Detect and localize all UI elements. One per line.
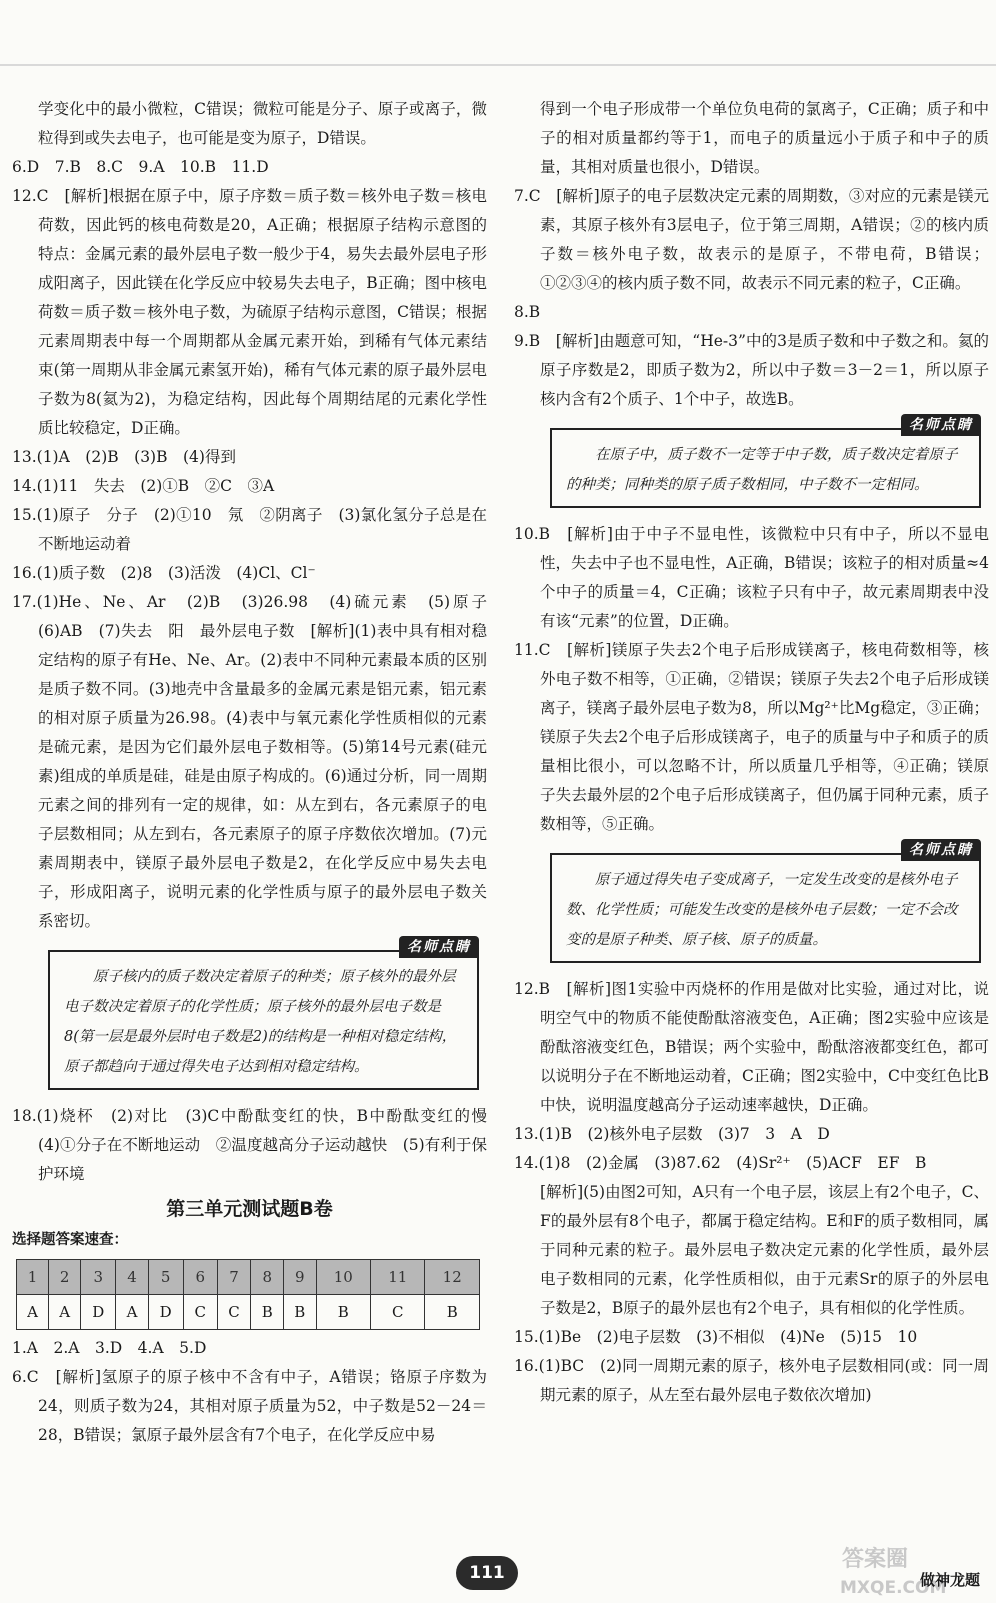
right-column	[514, 95, 989, 1410]
page-number: 111	[456, 1556, 518, 1590]
answer-item: 15.(1)Be (2)电子层数 (3)不相似 (4)Ne (5)15 10	[514, 1328, 918, 1346]
answer-item: 17.(1)He、Ne、Ar (2)B (3)26.98 (4)硫元素 (5)原子 (6)AB (7)失去 阳 最外层电子数 [解析](1)表中具有相对稳定结构的原子有He、Ne、Ar。(2)表中不同种元素最本质的区别是质子数不同。(3)地壳中含量最多的金属元素是铝元素，铝元素的相对原子质量为26.98。(4)表中与氧元素化学性质相似的元素是硫元素，是因为它们最外层电子数相等。(5)第14号元素(硅元素)组成的单质是硅，硅是由原子构成的。(6)通过分析，同一周期元素之间的排列有一定的规律，如：从左到右，各元素原子的电子层数相同；从左到右，各元素原子的原子序数依次增加。(7)元素周期表中，镁原子最外层电子数是2，在化学反应中易失去电子，形成阳离子，说明元素的化学性质与原子的最外层电子数关系密切。	[12, 593, 503, 930]
answer-cell: C	[183, 1295, 217, 1330]
question-number-cell: 11	[371, 1260, 425, 1295]
question-number-cell: 6	[183, 1260, 217, 1295]
teacher-tip-label: 名师点睛	[901, 839, 981, 861]
answer-item: 9.B [解析]由题意可知，“He-3”中的3是质子数和中子数之和。氦的原子序数是2，即质子数为2，所以中子数＝3－2＝1，所以原子核内含有2个质子、1个中子，故选B。	[514, 332, 989, 408]
section-title: 第三单元测试题B卷	[166, 1198, 333, 1220]
answer-item: 14.(1)8 (2)金属 (3)87.62 (4)Sr²⁺ (5)ACF EF B	[514, 1154, 927, 1172]
left-column	[12, 95, 503, 1450]
answer-item: 12.B [解析]图1实验中丙烧杯的作用是做对比实验，通过对比，说明空气中的物质不能使酚酞溶液变色，A正确；图2实验中应该是酚酞溶液变红色，B错误；两个实验中，酚酞溶液都变红色，都可以说明分子在不断地运动着，C正确；图2实验中，C中变红色比B中快，说明温度越高分子运动速率越快，D正确。	[514, 980, 989, 1114]
question-number-cell: 5	[148, 1260, 183, 1295]
teacher-tip-text: 原子核内的质子数决定着原子的种类；原子核外的最外层电子数决定着原子的化学性质；原子核外的最外层电子数是8(第一层是最外层时电子数是2)的结构是一种相对稳定结构，原子都趋向于通过得失电子达到相对稳定结构。	[64, 969, 457, 1075]
answer-cell: A	[49, 1295, 81, 1330]
teacher-tip-label: 名师点睛	[901, 414, 981, 436]
answer-item: 18.(1)烧杯 (2)对比 (3)C中酚酞变红的快，B中酚酞变红的慢 (4)①分子在不断地运动 ②温度越高分子运动越快 (5)有利于保护环境	[12, 1107, 503, 1183]
answer-cell: A	[17, 1295, 49, 1330]
question-number-cell: 9	[284, 1260, 317, 1295]
teacher-tip-text: 原子通过得失电子变成离子，一定发生改变的是核外电子数、化学性质；可能发生改变的是核外电子层数；一定不会改变的是原子种类、原子核、原子的质量。	[566, 872, 958, 948]
answer-cell: C	[217, 1295, 251, 1330]
question-number-cell: 2	[49, 1260, 81, 1295]
teacher-tip-box	[550, 842, 981, 963]
answer-item: 6.C [解析]氢原子的原子核中不含有中子，A错误；铬原子序数为24，则质子数为24，其相对原子质量为52，中子数是52－24＝28，B错误；氯原子最外层含有7个电子，在化学反应中易	[12, 1368, 487, 1444]
answer-cell: B	[251, 1295, 284, 1330]
question-number-cell: 8	[251, 1260, 284, 1295]
answer-cell: B	[316, 1295, 370, 1330]
answer-continuation: 学变化中的最小微粒，C错误；微粒可能是分子、原子或离子，微粒得到或失去电子，也可能是变为原子，D错误。	[38, 100, 487, 147]
answer-explanation: [解析](5)由图2可知，A只有一个电子层，该层上有2个电子，C、F的最外层有8个电子，都属于稳定结构。E和F的质子数相同，属于同种元素的粒子。最外层电子数决定元素的化学性质，最外层电子数相同的元素，化学性质相似，由于元素Sr的原子的外层电子数是2，B原子的最外层也有2个电子，具有相似的化学性质。	[540, 1183, 990, 1317]
answer-cell: A	[116, 1295, 148, 1330]
answer-cell: B	[425, 1295, 480, 1330]
answer-item: 7.C [解析]原子的电子层数决定元素的周期数，③对应的元素是镁元素，其原子核外有3层电子，位于第三周期，A错误；②的核内质子数＝核外电子数，故表示的是原子，不带电荷，B错误；①②③④的核内质子数不同，故表示不同元素的粒子，C正确。	[514, 187, 989, 292]
answer-item: 16.(1)质子数 (2)8 (3)活泼 (4)Cl、Cl⁻	[12, 564, 316, 582]
answer-item: 12.C [解析]根据在原子中，原子序数＝质子数＝核外电子数＝核电荷数，因此钙的核电荷数是20，A正确；根据原子结构示意图的特点：金属元素的最外层电子数一般少于4，易失去最外层电子形成阳离子，因此镁在化学反应中较易失去电子，B正确；图中核电荷数＝质子数＝核外电子数，为硫原子结构示意图，C错误；根据元素周期表中每一个周期都从金属元素开始，到稀有气体元素结束(第一周期从非金属元素氢开始)，稀有气体元素的原子最外层电子数为8(氦为2)，为稳定结构，因此每个周期结尾的元素化学性质比较稳定，D正确。	[12, 187, 487, 437]
answer-item: 10.B [解析]由于中子不显电性，该微粒中只有中子，所以不显电性，失去中子也不显电性，A正确，B错误；该粒子的相对质量≈4个中子的质量＝4，C正确；该粒子只有中子，故元素周期表中没有该“元素”的位置，D正确。	[514, 525, 989, 630]
teacher-tip-box	[550, 417, 981, 508]
answer-cell: B	[284, 1295, 317, 1330]
question-number-cell: 3	[81, 1260, 116, 1295]
teacher-tip-box	[48, 939, 479, 1090]
answer-cell: D	[148, 1295, 183, 1330]
answer-item: 11.C [解析]镁原子失去2个电子后形成镁离子，核电荷数相等，核外电子数不相等，①正确，②错误；镁原子失去2个电子后形成镁离子，镁离子最外层电子数为8，所以Mg²⁺比Mg稳定，③正确；镁原子失去2个电子后形成镁离子，电子的质量与中子和质子的质量相比很小，可以忽略不计，所以质量几乎相等，④正确；镁原子失去最外层的2个电子后形成镁离子，但仍属于同种元素，质子数相等，⑤正确。	[514, 641, 989, 833]
answer-item: 6.D 7.B 8.C 9.A 10.B 11.D	[12, 158, 269, 176]
quick-answer-title: 选择题答案速查：	[12, 1232, 128, 1248]
question-number-cell: 4	[116, 1260, 148, 1295]
question-number-cell: 1	[17, 1260, 49, 1295]
teacher-tip-label: 名师点睛	[399, 936, 479, 958]
answer-item: 16.(1)BC (2)同一周期元素的原子，核外电子层数相同(或：同一周期元素的原子，从左至右最外层电子数依次增加)	[514, 1357, 989, 1404]
answer-item: 1.A 2.A 3.D 4.A 5.D	[12, 1339, 207, 1357]
question-number-cell: 10	[316, 1260, 370, 1295]
watermark-logo: 答案圈	[842, 1547, 909, 1572]
question-number-cell: 12	[425, 1260, 480, 1295]
header-rule	[0, 64, 996, 66]
answer-table-number-row	[17, 1260, 480, 1295]
brand-text: 做神龙题	[920, 1571, 981, 1589]
question-number-cell: 7	[217, 1260, 251, 1295]
answer-cell: C	[371, 1295, 425, 1330]
answer-table-answer-row	[17, 1295, 480, 1330]
answer-cell: D	[81, 1295, 116, 1330]
answer-item: 15.(1)原子 分子 (2)①10 氖 ②阴离子 (3)氯化氢分子总是在不断地运动着	[12, 506, 487, 553]
answer-item: 13.(1)B (2)核外电子层数 (3)7 3 A D	[514, 1125, 830, 1143]
answer-item: 14.(1)11 失去 (2)①B ②C ③A	[12, 477, 275, 495]
answer-item: 8.B	[514, 303, 541, 321]
answer-item: 13.(1)A (2)B (3)B (4)得到	[12, 448, 236, 466]
watermark-text: MXQE.COM	[840, 1578, 947, 1598]
teacher-tip-text: 在原子中，质子数不一定等于中子数，质子数决定着原子的种类；同种类的原子质子数相同，中子数不一定相同。	[566, 447, 958, 493]
answer-continuation: 得到一个电子形成带一个单位负电荷的氯离子，C正确；质子和中子的相对质量都约等于1，而电子的质量远小于质子和中子的质量，其相对质量也很小，D错误。	[540, 100, 989, 176]
answer-table	[16, 1259, 480, 1330]
